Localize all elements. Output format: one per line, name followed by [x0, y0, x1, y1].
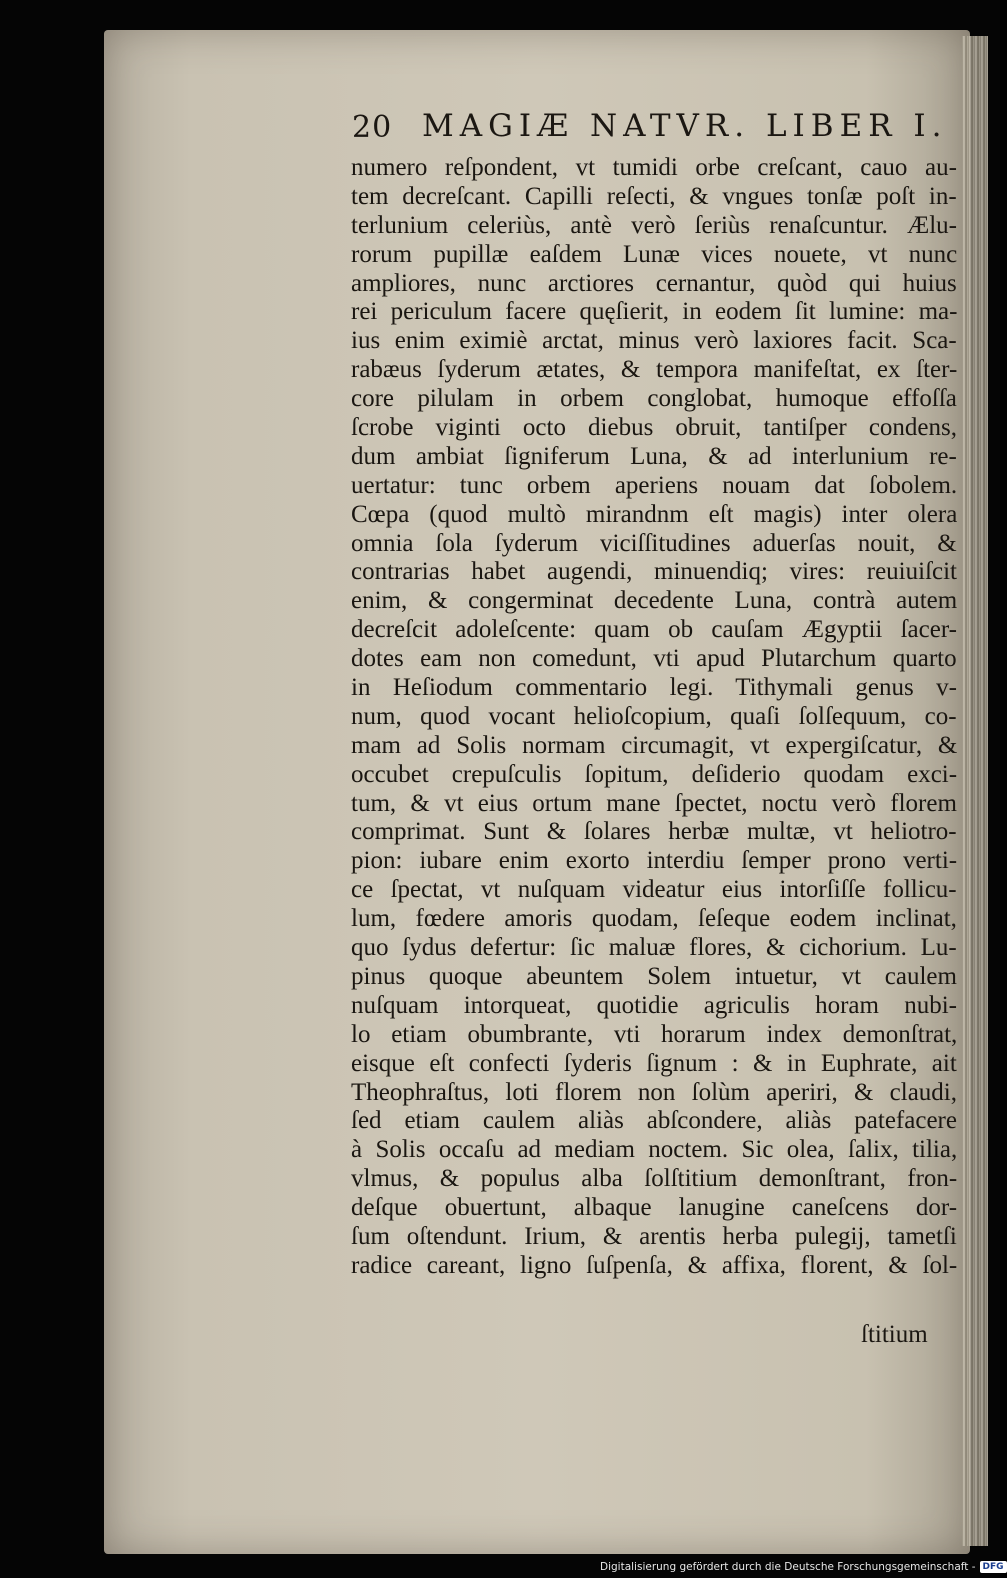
text-line: uertatur: tunc orbem aperiens nouam dat ſobolem. — [351, 471, 958, 499]
text-line: num, quod vocant helioſcopium, quaſi ſolſequum, co- — [351, 702, 957, 730]
text-line: rabæus ſyderum ætates, & tempora manifeſtat, ex ſter- — [351, 356, 958, 384]
text-line: terlunium celeriùs, antè verò ſeriùs renaſcuntur. Ælu- — [351, 211, 957, 239]
text-line: rei periculum facere quęſierit, in eodem ſit lumine: ma- — [351, 298, 958, 326]
text-line: dum ambiat ſigniferum Luna, & ad interlunium re- — [351, 442, 957, 470]
text-line: Cœpa (quod multò mirandnm eſt magis) inter olera — [351, 500, 958, 528]
text-line: quo ſydus defertur: ſic maluæ flores, & cichorium. Lu- — [351, 934, 957, 962]
text-line: omnia ſola ſyderum viciſſitudines aduerſas nouit, & — [351, 529, 957, 557]
page-header — [352, 104, 948, 148]
text-line: pion: iubare enim exorto interdiu ſemper prono verti- — [351, 847, 958, 875]
text-line: core pilulam in orbem conglobat, humoque effoſſa — [351, 385, 957, 413]
page-edges — [962, 36, 988, 1546]
text-line: à Solis occaſu ad mediam noctem. Sic olea, ſalix, tilia, — [351, 1136, 958, 1164]
text-line: ſed etiam caulem aliàs abſcondere, aliàs patefacere — [351, 1107, 957, 1135]
text-line: pinus quoque abeuntem Solem intuetur, vt caulem — [351, 962, 957, 990]
text-line: occubet crepuſculis ſopitum, deſiderio quodam exci- — [351, 760, 958, 788]
text-line: in Heſiodum commentario legi. Tithymali genus v- — [351, 674, 957, 702]
text-line: comprimat. Sunt & ſolares herbæ multæ, vt heliotro- — [351, 818, 957, 846]
text-line: enim, & congerminat decedente Luna, contrà autem — [351, 587, 958, 615]
text-line: ſum oſtendunt. Irium, & arentis herba pulegij, tametſi — [351, 1222, 957, 1250]
page-number: 20 — [352, 110, 393, 145]
text-line: tem decreſcant. Capilli reſecti, & vngues tonſæ poſt in- — [351, 182, 957, 210]
text-line: ce ſpectat, vt nuſquam videatur eius intorſiſſe follicu- — [351, 876, 957, 904]
text-line: ius enim eximiè arctat, minus verò laxiores facit. Sca- — [351, 327, 957, 355]
text-line: dotes eam non comedunt, vti apud Plutarchum quarto — [351, 645, 957, 673]
body-text — [351, 154, 957, 1281]
text-line: numero reſpondent, vt tumidi orbe creſcant, cauo au- — [351, 154, 957, 181]
text-line: decreſcit adoleſcente: quam ob cauſam Ægyptii ſacer- — [351, 616, 957, 644]
funding-credit: Digitalisierung gefördert durch die Deutsche Forschungsgemeinschaft - — [600, 1561, 976, 1573]
text-line: tum, & vt eius ortum mane ſpectet, noctu verò florem — [351, 789, 957, 817]
text-line: Theophraſtus, loti florem non ſolùm aperiri, & claudi, — [351, 1078, 957, 1106]
text-line: radice careant, ligno ſuſpenſa, & affixa, florent, & ſol- — [351, 1251, 958, 1279]
text-line: nuſquam intorqueat, quotidie agriculis horam nubi- — [351, 991, 957, 1019]
text-line: contrarias habet augendi, minuendiq; vires: reuiuiſcit — [351, 558, 958, 586]
footer-credit — [600, 1558, 1004, 1576]
running-title: MAGIÆ NATVR. LIBER I. — [422, 108, 948, 144]
text-line: eisque eſt confecti ſyderis ſignum : & in Euphrate, ait — [351, 1049, 957, 1077]
text-line: mam ad Solis normam circumagit, vt expergiſcatur, & — [351, 731, 958, 759]
text-line: lo etiam obumbrante, vti horarum index demonſtrat, — [351, 1020, 958, 1048]
text-line: rorum pupillæ eaſdem Lunæ vices nouete, vt nunc — [351, 240, 958, 268]
text-line: deſque obuertunt, albaque lanugine caneſcens dor- — [351, 1194, 958, 1222]
dfg-logo: DFG — [980, 1561, 1007, 1573]
text-line: ſcrobe viginti octo diebus obruit, tantiſper condens, — [351, 414, 957, 442]
text-line: lum, fœdere amoris quodam, ſeſeque eodem inclinat, — [351, 905, 957, 933]
text-line: ampliores, nunc arctiores cernantur, quòd qui huius — [351, 269, 957, 297]
text-line: vlmus, & populus alba ſolſtitium demonſtrant, fron- — [351, 1165, 958, 1193]
catchword: ſtitium — [861, 1321, 928, 1348]
